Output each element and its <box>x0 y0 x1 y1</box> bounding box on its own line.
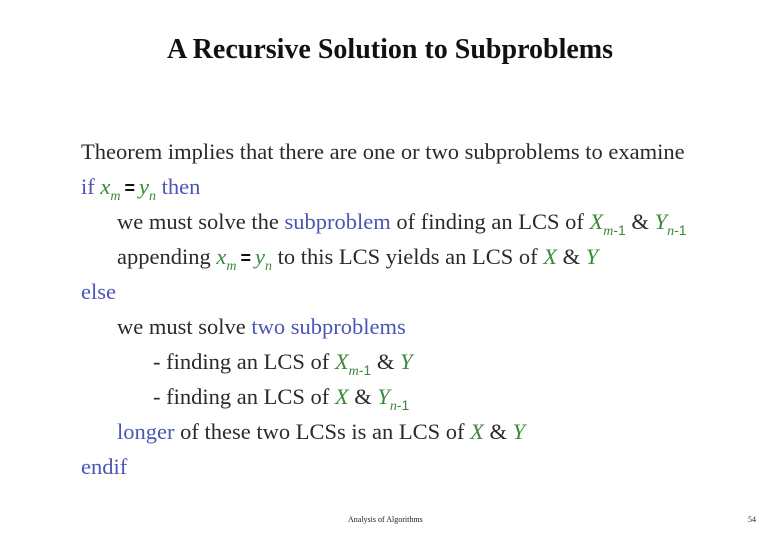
endif-keyword: endif <box>81 454 128 479</box>
math-Y: Y <box>512 419 526 444</box>
two-subproblems-term: two subproblems <box>251 314 406 339</box>
longer-term: longer <box>117 419 175 444</box>
math-X: X <box>543 244 558 269</box>
text-segment: we must solve <box>117 314 252 339</box>
ampersand: & <box>625 209 655 234</box>
theorem-text: Theorem implies that there are one or two subproblems to examine <box>81 139 685 164</box>
math-Xm-1: $X_{m-1}$ <box>589 209 626 239</box>
text-segment: appending <box>117 244 217 269</box>
math-Y: Y <box>585 244 599 269</box>
line-else <box>81 274 687 309</box>
ampersand: & <box>483 419 513 444</box>
line-finding-1 <box>81 344 687 379</box>
subproblem-term: subproblem <box>284 209 391 234</box>
line-appending <box>81 239 687 274</box>
math-xm: $x_m$ <box>216 244 237 274</box>
math-X: X <box>470 419 484 444</box>
line-if <box>81 169 687 204</box>
equals-sign: = <box>124 178 136 198</box>
ampersand: & <box>371 349 400 374</box>
slide-body <box>81 134 687 484</box>
math-xm: $x_m$ <box>100 174 121 204</box>
else-keyword: else <box>81 279 116 304</box>
ampersand: & <box>348 384 378 409</box>
text-segment: of these two LCSs is an LCS of <box>174 419 471 444</box>
footer-text: Analysis of Algorithms <box>348 515 423 524</box>
line-solve-subproblem <box>81 204 687 239</box>
text-segment: to this LCS yields an LCS of <box>272 244 544 269</box>
text-segment: - finding an LCS of <box>153 349 335 374</box>
math-Yn-1: $Y_{n-1}$ <box>654 209 687 239</box>
math-yn: $y_n$ <box>139 174 157 204</box>
line-theorem <box>81 134 687 169</box>
text-segment: of finding an LCS of <box>390 209 590 234</box>
equals-sign: = <box>240 248 251 268</box>
if-keyword: if <box>81 174 95 199</box>
line-longer <box>81 414 687 449</box>
text-segment: - finding an LCS of <box>153 384 335 409</box>
line-two-subproblems <box>81 309 687 344</box>
math-yn: $y_n$ <box>255 244 272 274</box>
line-finding-2 <box>81 379 687 414</box>
math-X: X <box>334 384 349 409</box>
text-segment: we must solve the <box>117 209 285 234</box>
math-Y: Y <box>399 349 413 374</box>
line-endif <box>81 449 687 484</box>
then-keyword: then <box>161 174 201 199</box>
math-Yn-1: $Y_{n-1}$ <box>377 384 410 414</box>
slide-title: A Recursive Solution to Subproblems <box>167 34 613 65</box>
math-Xm-1: $X_{m-1}$ <box>334 349 372 379</box>
ampersand: & <box>557 244 586 269</box>
page-number: 54 <box>748 515 756 524</box>
